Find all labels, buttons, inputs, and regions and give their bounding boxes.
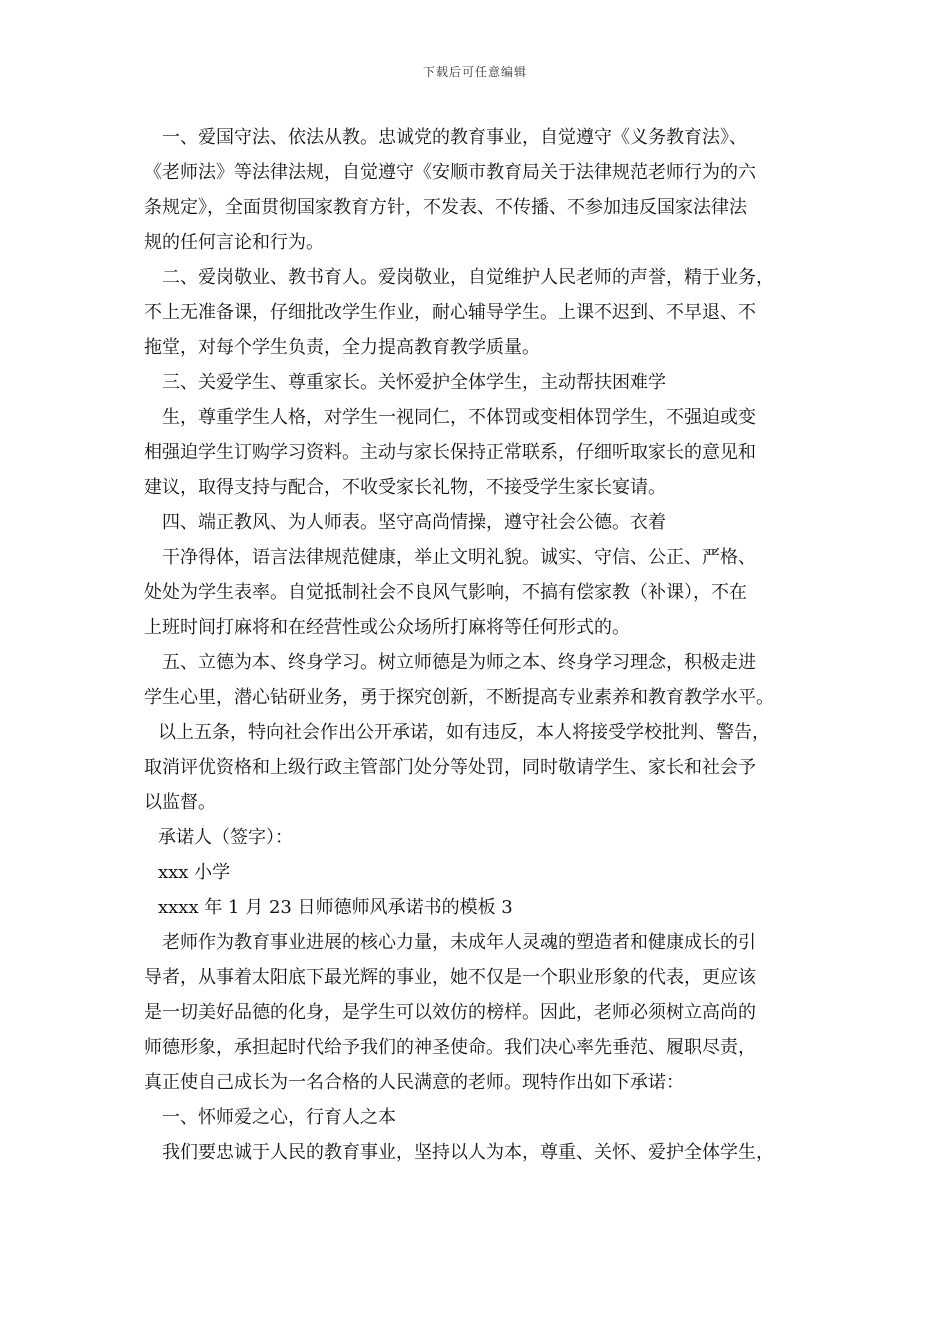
paragraph-line: 以监督。 <box>144 792 216 813</box>
paragraph-line: 相强迫学生订购学习资料。主动与家长保持正常联系，仔细听取家长的意见和 <box>144 442 756 463</box>
page-header: 下载后可任意编辑 <box>422 65 527 79</box>
paragraph-line: 四、端正教风、为人师表。坚守高尚情操，遵守社会公德。衣着 <box>162 512 666 533</box>
paragraph-line: 我们要忠诚于人民的教育事业，坚持以人为本，尊重、关怀、爱护全体学生， <box>162 1142 774 1163</box>
paragraph-line: 五、立德为本、终身学习。树立师德是为师之本、终身学习理念，积极走进 <box>162 652 756 673</box>
paragraph-line: 三、关爱学生、尊重家长。关怀爱护全体学生，主动帮扶困难学 <box>162 372 666 393</box>
date-and-title: xxxx 年 1 月 23 日师德师风承诺书的模板 3 <box>158 897 513 918</box>
paragraph-line: 一、爱国守法、依法从教。忠诚党的教育事业，自觉遵守《义务教育法》、 <box>162 127 747 148</box>
document-body <box>144 120 824 1170</box>
paragraph-line: 不上无准备课，仔细批改学生作业，耐心辅导学生。上课不迟到、不早退、不 <box>144 302 756 323</box>
paragraph-line: 干净得体，语言法律规范健康，举止文明礼貌。诚实、守信、公正、严格、 <box>162 547 756 568</box>
paragraph-line: 上班时间打麻将和在经营性或公众场所打麻将等任何形式的。 <box>144 617 630 638</box>
paragraph-line: 师德形象，承担起时代给予我们的神圣使命。我们决心率先垂范、履职尽责， <box>144 1037 756 1058</box>
paragraph-line: 规的任何言论和行为。 <box>144 232 324 253</box>
section-heading: 一、怀师爱之心，行育人之本 <box>162 1107 396 1128</box>
paragraph-line: 生，尊重学生人格，对学生一视同仁，不体罚或变相体罚学生，不强迫或变 <box>162 407 756 428</box>
paragraph-line: 处处为学生表率。自觉抵制社会不良风气影响，不搞有偿家教（补课），不在 <box>144 582 747 603</box>
paragraph-line: 学生心里，潜心钻研业务，勇于探究创新，不断提高专业素养和教育教学水平。 <box>144 687 774 708</box>
signature-label: 承诺人（签字）： <box>158 827 293 848</box>
paragraph-line: 真正使自己成长为一名合格的人民满意的老师。现特作出如下承诺： <box>144 1072 684 1093</box>
paragraph-line: 建议，取得支持与配合，不收受家长礼物，不接受学生家长宴请。 <box>144 477 666 498</box>
paragraph-line: 老师作为教育事业进展的核心力量，未成年人灵魂的塑造者和健康成长的引 <box>162 932 756 953</box>
paragraph-line: 条规定》，全面贯彻国家教育方针，不发表、不传播、不参加违反国家法律法 <box>144 197 747 218</box>
paragraph-line: 取消评优资格和上级行政主管部门处分等处罚，同时敬请学生、家长和社会予 <box>144 757 756 778</box>
paragraph-line: 以上五条，特向社会作出公开承诺，如有违反，本人将接受学校批判、警告， <box>158 722 770 743</box>
paragraph-line: 是一切美好品德的化身，是学生可以效仿的榜样。因此，老师必须树立高尚的 <box>144 1002 756 1023</box>
paragraph-line: 二、爱岗敬业、教书育人。爱岗敬业，自觉维护人民老师的声誉，精于业务， <box>162 267 774 288</box>
paragraph-line: 导者，从事着太阳底下最光辉的事业，她不仅是一个职业形象的代表，更应该 <box>144 967 756 988</box>
school-name: xxx 小学 <box>158 862 231 883</box>
paragraph-line: 《老师法》等法律法规，自觉遵守《安顺市教育局关于法律规范老师行为的六 <box>144 162 756 183</box>
paragraph-line: 拖堂，对每个学生负责，全力提高教育教学质量。 <box>144 337 540 358</box>
